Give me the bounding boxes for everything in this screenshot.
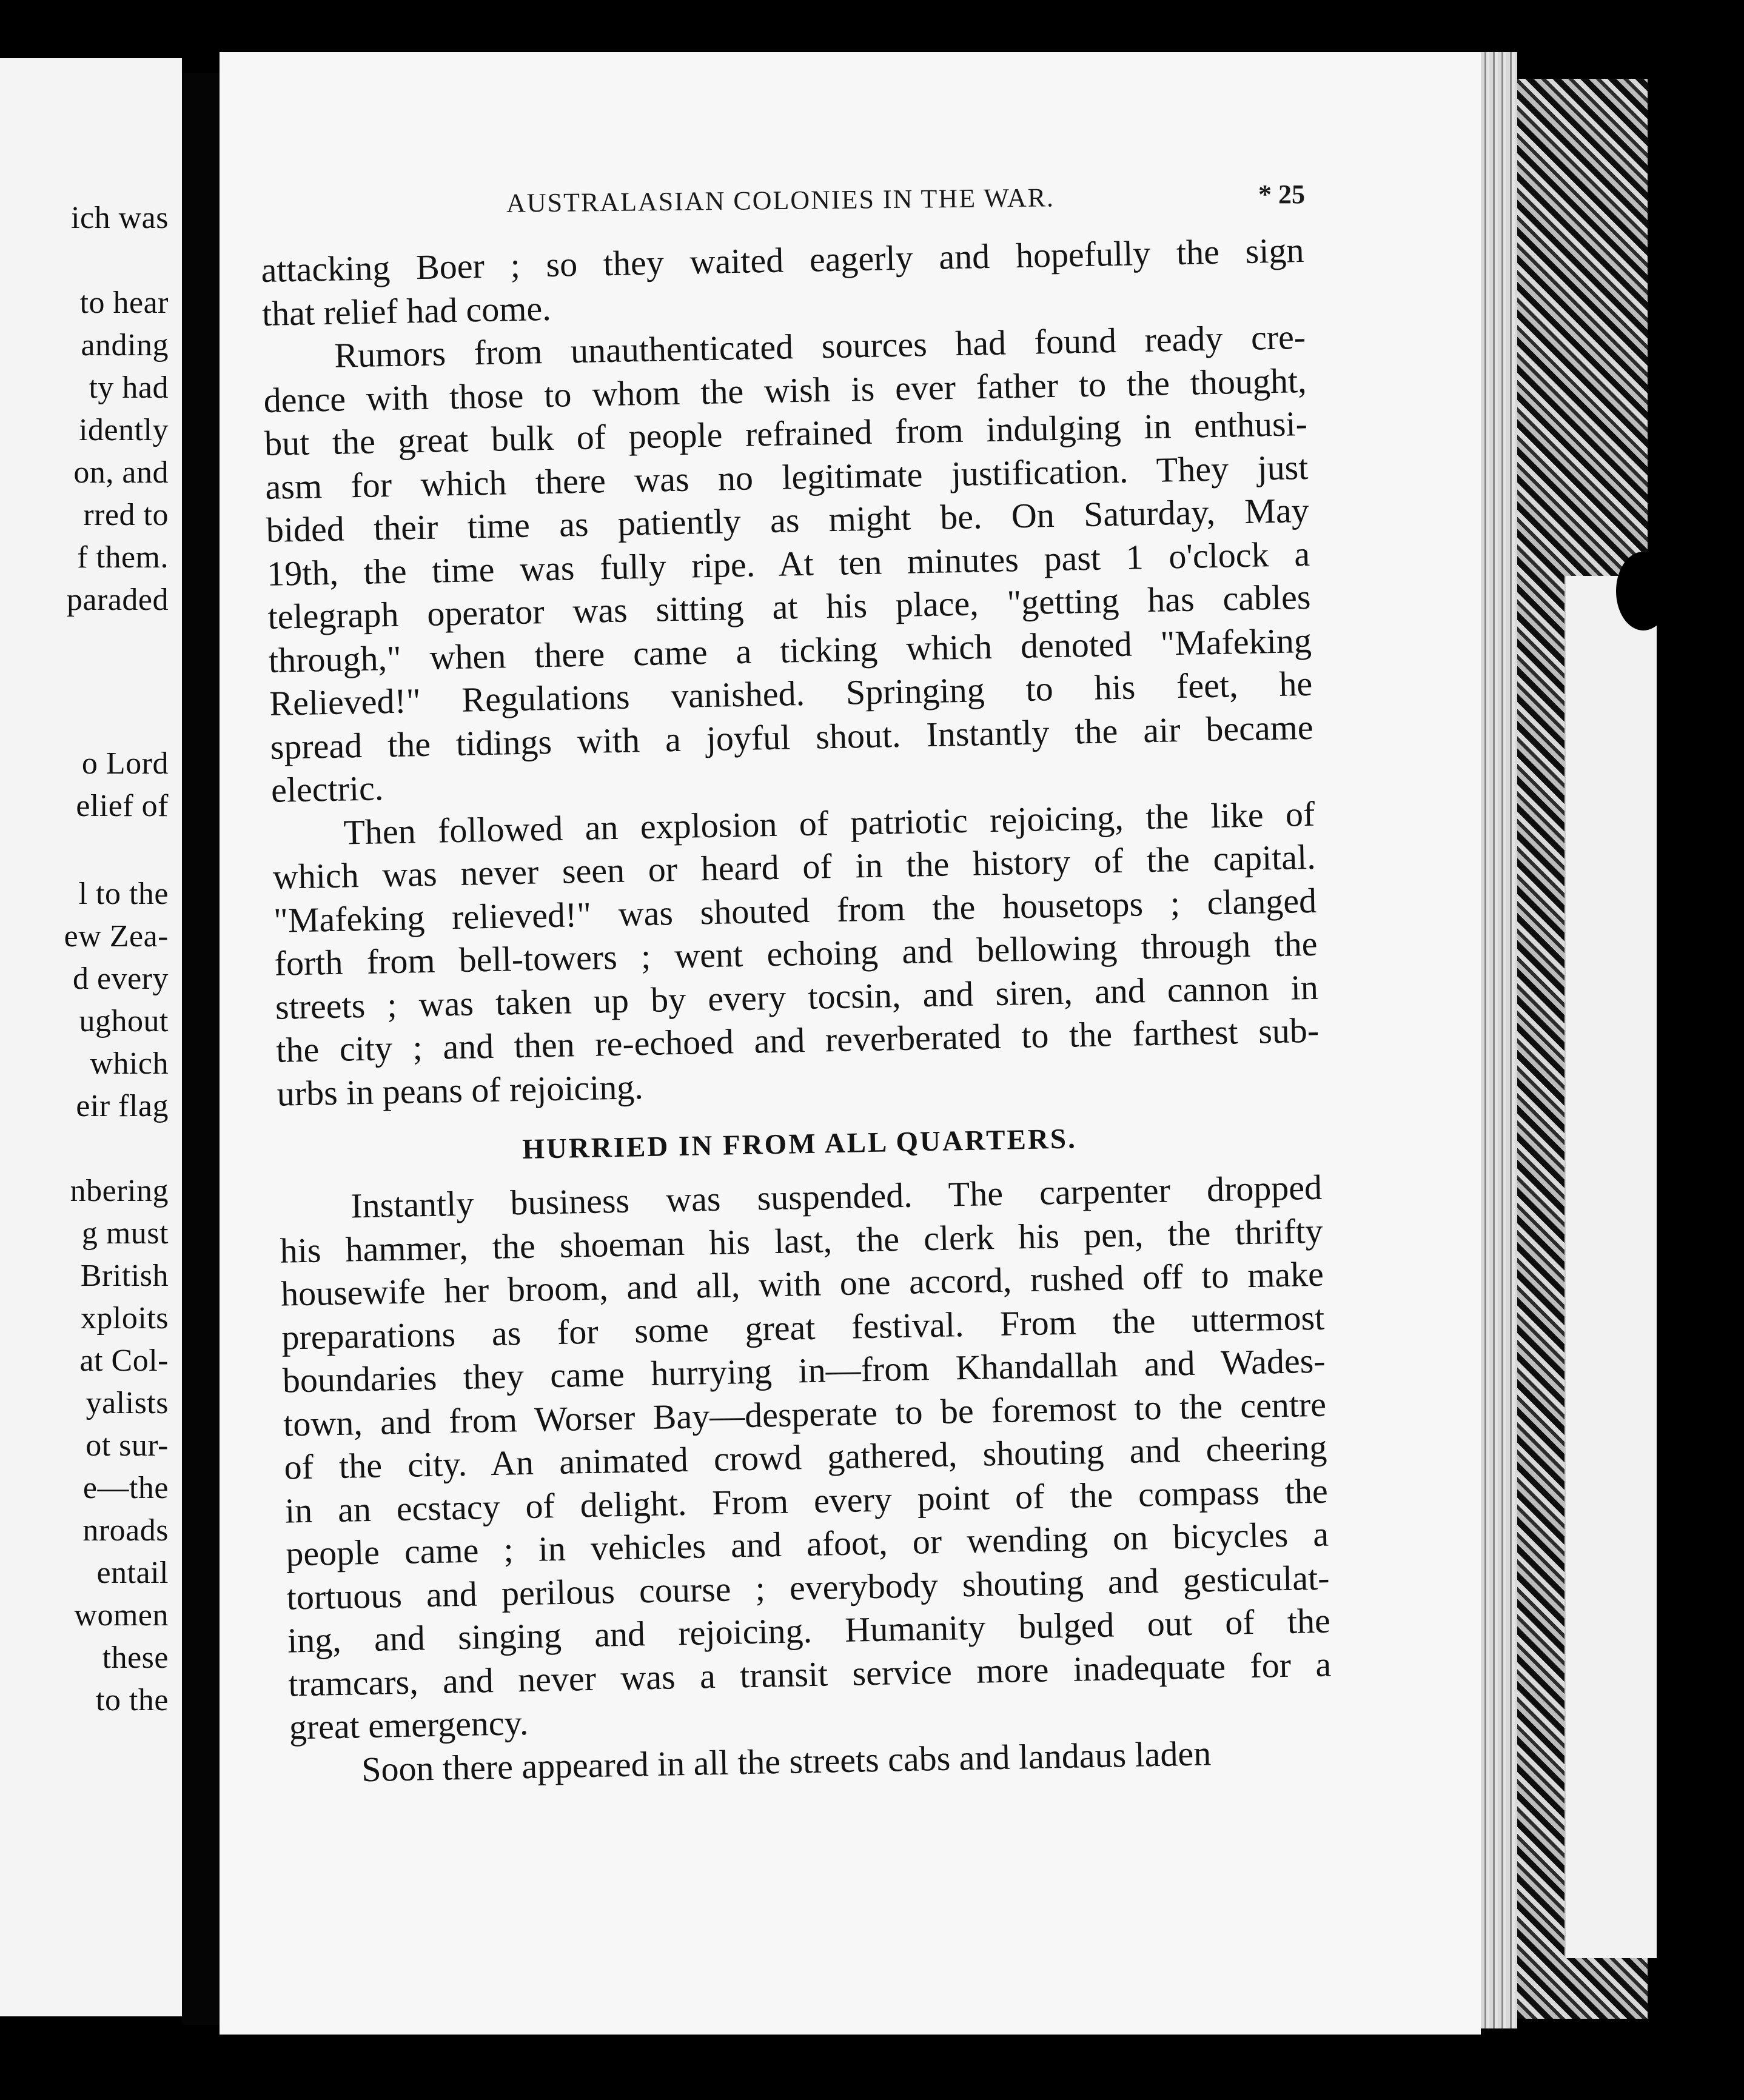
text-line: that relief had come. [261, 288, 552, 333]
facing-page-line: ty had [89, 370, 169, 405]
text-line: people came ; in vehicles and afoot, or wending on bicycles a [285, 1514, 1329, 1574]
paragraph [263, 314, 1363, 812]
text-line: electric. [270, 768, 384, 810]
running-head: AUSTRALASIAN COLONIES IN THE WAR. [506, 182, 1055, 218]
text-line: 19th, the time was fully ripe. At ten minutes past 1 o'clock a [266, 533, 1310, 594]
text-line: attacking Boer ; so they waited eagerly and hopefully the sign [261, 230, 1304, 290]
text-line: streets ; was taken up by every tocsin, and siren, and cannon in [275, 967, 1319, 1027]
facing-page-line: nbering [70, 1174, 169, 1208]
text-line: telegraph operator was sitting at his place, "getting has cables [267, 577, 1311, 637]
page-body [261, 227, 1382, 1792]
facing-page-line: on, and [73, 455, 169, 490]
page-edges [1481, 52, 1517, 2028]
text-line: of the city. An animated crowd gathered, shouting and cheering [283, 1427, 1327, 1487]
facing-page-line: women [74, 1598, 169, 1633]
text-line: tortuous and perilous course ; everybody shouting and gesticulat- [286, 1557, 1330, 1617]
text-line: "Mafeking relieved!" was shouted from the housetops ; clanged [273, 880, 1317, 940]
facing-page-line: ew Zea- [64, 919, 169, 954]
facing-page-line: l to the [78, 877, 169, 911]
facing-page-line: which [90, 1046, 169, 1081]
page-number: * 25 [1258, 179, 1305, 209]
text-line: forth from bell-towers ; went echoing and bellowing through the [274, 923, 1318, 983]
facing-page-line: these [102, 1640, 169, 1675]
text-line: but the great bulk of people refrained from indulging in enthusi- [264, 403, 1308, 463]
paragraph [272, 791, 1369, 1115]
facing-page-line: ot sur- [86, 1428, 169, 1463]
section-heading: HURRIED IN FROM ALL QUARTERS. [522, 1123, 1078, 1165]
text-line: dence with those to whom the wish is ever father to the thought, [263, 360, 1307, 420]
facing-page-line: to hear [79, 286, 169, 320]
facing-page-line: elief of [76, 789, 169, 823]
thumb-notch [1616, 552, 1671, 630]
text-line: his hammer, the shoeman his last, the clerk his pen, the thrifty [280, 1211, 1324, 1271]
text-line: bided their time as patiently as might be. On Saturday, May [266, 490, 1310, 550]
text-line: ing, and singing and rejoicing. Humanity bulged out of the [287, 1600, 1331, 1660]
facing-page [0, 58, 182, 2016]
text-line: Relieved!" Regulations vanished. Springing to his feet, he [269, 663, 1313, 723]
facing-page-line: ughout [79, 1004, 169, 1038]
text-line: Rumors from unauthenticated sources had found ready cre- [334, 316, 1306, 375]
text-line: Then followed an explosion of patriotic rejoicing, the like of [343, 794, 1315, 852]
facing-page-line: eir flag [76, 1089, 169, 1123]
facing-page-line: e—the [82, 1471, 169, 1505]
text-line: through," when there came a ticking which denoted "Mafeking [268, 620, 1312, 680]
facing-page-line: yalists [86, 1386, 169, 1420]
text-line: tramcars, and never was a transit service more inadequate for a [287, 1644, 1332, 1704]
facing-page-line: entail [96, 1556, 169, 1590]
text-line: Instantly business was suspended. The carpenter dropped [350, 1167, 1323, 1226]
text-line: the city ; and then re-echoed and reverberated to the farthest sub- [275, 1010, 1320, 1070]
facing-page-line: d every [73, 961, 169, 996]
facing-page-line: British [80, 1259, 169, 1293]
facing-page-line: paraded [66, 583, 169, 617]
facing-page-line: f them. [77, 540, 169, 575]
book-gutter [182, 73, 220, 2025]
facing-page-line: anding [81, 328, 169, 363]
facing-page-line: g must [81, 1216, 169, 1251]
facing-page-line: to the [96, 1683, 169, 1717]
text-line: in an ecstacy of delight. From every point of the compass the [284, 1471, 1329, 1531]
facing-page-line: o Lord [81, 746, 169, 781]
paragraph [279, 1165, 1381, 1749]
text-line: town, and from Worser Bay—desperate to be foremost to the centre [283, 1384, 1327, 1444]
facing-page-line: rred to [83, 498, 169, 532]
text-line: asm for which there was no legitimate justification. They just [264, 447, 1309, 507]
facing-page-line: nroads [82, 1513, 169, 1548]
inserted-slip [1565, 576, 1657, 1958]
facing-page-line: xploits [80, 1301, 169, 1336]
facing-page-line: idently [79, 413, 169, 447]
facing-page-line: ich was [71, 201, 169, 235]
text-line: housewife her broom, and all, with one accord, rushed off to make [280, 1254, 1324, 1314]
text-line: preparations as for some great festival. From the uttermost [281, 1297, 1325, 1357]
text-line: Soon there appeared in all the streets cabs and landaus laden [361, 1733, 1212, 1789]
text-line: spread the tidings with a joyful shout. Instantly the air became [270, 707, 1314, 767]
text-line: boundaries they came hurrying in—from Khandallah and Wades- [282, 1340, 1326, 1400]
facing-page-line: at Col- [79, 1343, 169, 1378]
text-line: great emergency. [289, 1702, 529, 1747]
text-line: urbs in peans of rejoicing. [277, 1066, 644, 1114]
text-line: which was never seen or heard of in the history of the capital. [272, 837, 1316, 897]
